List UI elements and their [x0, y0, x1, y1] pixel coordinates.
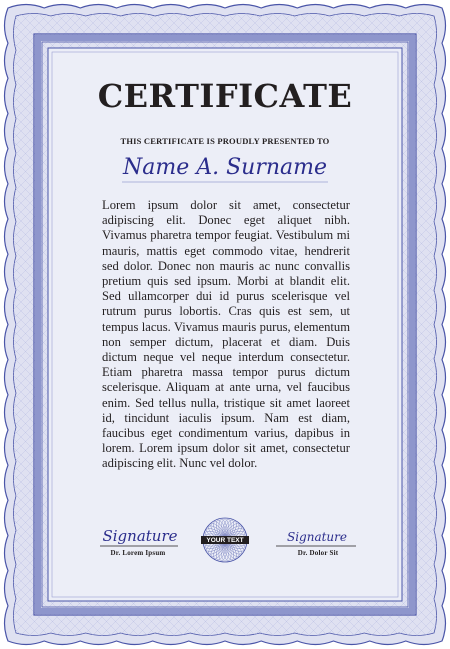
certificate-title: CERTIFICATE — [97, 77, 353, 115]
signer-right-name: Dr. Dolor Sit — [297, 549, 339, 557]
seal-label: YOUR TEXT — [206, 537, 244, 544]
signature-right: Signature — [286, 530, 347, 544]
presented-to-line: THIS CERTIFICATE IS PROUDLY PRESENTED TO — [120, 136, 330, 146]
recipient-name: Name A. Surname — [122, 155, 328, 180]
signature-left: Signature — [102, 527, 178, 545]
signer-left-name: Dr. Lorem Ipsum — [110, 549, 166, 557]
certificate-body-text: Lorem ipsum dolor sit amet, consectetur adipiscing elit. Donec eget aliquet nibh. Vivamus pharetra tempor feugiat. Vestibulum mi mauris, mattis eget commodo vitae, hendrerit sed dolor. Donec non mauris ac nunc convallis pretium quis sed ipsum. Morbi at blandit elit. Sed ullamcorper dui id purus scelerisque vel rutrum purus lobortis. Cras quis est sem, ut tempus lacus. Vivamus mauris purus, elementum non semper dictum, placerat et diam. Duis dictum neque vel neque interdum consectetur. Etiam pharetra massa tempor purus dictum scelerisque. Aliquam at ante urna, vel faucibus enim. Sed tellus nulla, tristique sit amet laoreet id, tincidunt iaculis ipsum. Nam est diam, faucibus eget condimentum varius, dapibus in lorem. Lorem ipsum dolor sit amet, consectetur adipiscing elit. Nunc vel dolor. — [102, 198, 350, 471]
